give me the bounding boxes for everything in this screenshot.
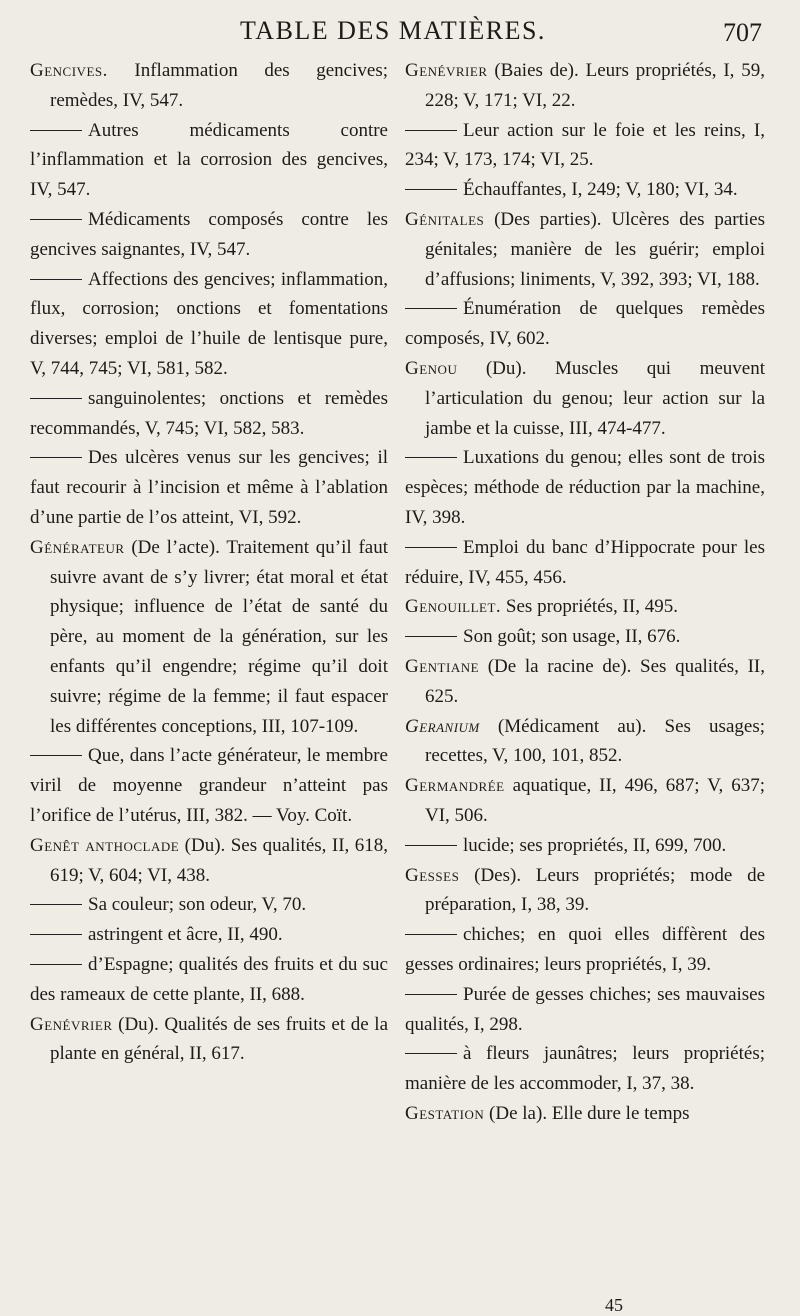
entry-headword: Germandrée [405,775,505,797]
entry-text: (Des). Leurs propriétés; mode de préparation, I, 38, 39. [425,864,765,916]
index-subentry [30,265,388,384]
index-subentry [405,1039,765,1099]
subentry-text: Purée de gesses chiches; ses mauvaises qualités, I, 298. [405,983,765,1035]
entry-headword: Gesses [405,864,460,886]
entry-headword: Geranium [405,715,480,737]
repeat-dash [30,457,82,458]
running-title: TABLE DES MATIÈRES. [240,16,546,45]
subentry-text: Autres médicaments contre l’inflammation et la corrosion des gencives, IV, 547. [30,119,388,201]
index-entry [405,592,765,622]
printer-signature: 45 [605,1295,623,1315]
index-subentry [405,980,765,1040]
entry-headword: Genou [405,357,458,379]
entry-text: (Du). Muscles qui meuvent l’articulation du genou; leur action sur la jambe et la cuisse, III, 474-477. [425,357,765,439]
repeat-dash [405,994,457,995]
entry-headword: Genouillet. [405,596,502,618]
index-entry [405,56,765,116]
entry-text: (Médicament au). Ses usages; recettes, V, 100, 101, 852. [425,715,765,767]
subentry-text: Que, dans l’acte générateur, le membre viril de moyenne grandeur n’atteint pas l’orifice de l’utérus, III, 382. — Voy. Coït. [30,745,388,826]
repeat-dash [30,755,82,756]
entry-headword: Genévrier [30,1013,113,1035]
repeat-dash [405,189,457,190]
index-entry [405,652,765,712]
index-entry [30,56,388,116]
entry-headword: Gencives. [30,60,108,81]
subentry-text: Affections des gencives; inflammation, flux, corrosion; onctions et fomentations diverses; emploi de l’huile de lentisque pure, V, 744, 745; VI, 581, 582. [30,268,388,379]
index-entry [30,533,388,742]
index-subentry [405,116,765,176]
repeat-dash [30,964,82,965]
left-column [30,56,388,1069]
index-entry [405,1099,765,1129]
page-header [0,14,800,54]
index-subentry [30,920,388,950]
entry-headword: Gentiane [405,655,480,677]
repeat-dash [405,547,457,548]
repeat-dash [405,934,457,935]
entry-headword: Genêt anthoclade [30,834,180,856]
subentry-text: Énumération de quelques remèdes composés, IV, 602. [405,298,765,350]
index-subentry [30,890,388,920]
index-subentry [30,443,388,532]
index-subentry [30,384,388,444]
subentry-text: d’Espagne; qualités des fruits et du suc des rameaux de cette plante, II, 688. [30,953,388,1005]
entry-text: (De la racine de). Ses qualités, II, 625. [425,655,765,707]
subentry-text: Son goût; son usage, II, 676. [463,626,681,648]
index-entry [30,831,388,891]
index-subentry [405,533,765,593]
subentry-text: Luxations du genou; elles sont de trois espèces; méthode de réduction par la machine, IV, 398. [405,447,765,528]
repeat-dash [405,845,457,846]
entry-text: (Du). Qualités de ses fruits et de la plante en général, II, 617. [50,1013,388,1065]
repeat-dash [30,130,82,131]
repeat-dash [30,934,82,935]
entry-text: (De la). Elle dure le temps [484,1102,690,1124]
entry-headword: Genévrier [405,60,488,81]
subentry-text: Échauffantes, I, 249; V, 180; VI, 34. [463,179,738,201]
index-subentry [405,175,765,205]
subentry-text: Emploi du banc d’Hippocrate pour les réduire, IV, 455, 456. [405,536,765,588]
index-subentry [30,205,388,265]
entry-text: (Du). Ses qualités, II, 618, 619; V, 604; VI, 438. [50,834,388,886]
entry-headword: Gestation [405,1102,485,1124]
index-entry [405,771,765,831]
index-subentry [30,116,388,205]
entry-headword: Génitales [405,208,485,230]
index-entry [405,205,765,294]
index-subentry [405,294,765,354]
repeat-dash [30,398,82,399]
entry-text: aquatique, II, 496, 687; V, 637; VI, 506. [425,775,765,826]
index-subentry [30,950,388,1010]
entry-text: (Des parties). Ulcères des parties génitales; manière de les guérir; emploi d’affusions; liniments, V, 392, 393; VI, 188. [425,208,765,290]
entry-text: (Baies de). Leurs propriétés, I, 59, 228; V, 171; VI, 22. [425,60,765,111]
subentry-text: Des ulcères venus sur les gencives; il faut recourir à l’incision et même à l’ablation d’une partie de l’os atteint, VI, 592. [30,447,388,528]
right-column [405,56,765,1129]
subentry-text: Leur action sur le foie et les reins, I, 234; V, 173, 174; VI, 25. [405,119,765,171]
index-entry [405,354,765,443]
subentry-text: Sa couleur; son odeur, V, 70. [88,894,307,916]
entry-text: Ses propriétés, II, 495. [501,596,678,618]
entry-text: Inflammation des gencives; remèdes, IV, 547. [50,60,388,111]
index-entry [30,1010,388,1070]
index-subentry [405,831,765,861]
index-subentry [405,443,765,532]
subentry-text: chiches; en quoi elles diffèrent des gesses ordinaires; leurs propriétés, I, 39. [405,924,765,975]
repeat-dash [405,636,457,637]
index-entry [405,861,765,921]
repeat-dash [405,1053,457,1054]
entry-headword: Générateur [30,536,125,558]
repeat-dash [405,130,457,131]
page-number: 707 [723,18,762,47]
index-subentry [30,741,388,830]
repeat-dash [30,219,82,220]
subentry-text: à fleurs jaunâtres; leurs propriétés; manière de les accommoder, I, 37, 38. [405,1043,765,1095]
index-subentry [405,920,765,980]
index-entry [405,712,765,772]
subentry-text: sanguinolentes; onctions et remèdes recommandés, V, 745; VI, 582, 583. [30,387,388,439]
subentry-text: Médicaments composés contre les gencives saignantes, IV, 547. [30,208,388,260]
entry-text: (De l’acte). Traitement qu’il faut suivre avant de s’y livrer; état moral et état physique; influence de l’état de santé du père, au moment de la génération, sur les enfants qu’il engendre; régime qu’il doit suivre; régime de la femme; il faut espacer les différentes conceptions, III, 107-109. [50,536,388,737]
repeat-dash [405,308,457,309]
index-subentry [405,622,765,652]
repeat-dash [405,457,457,458]
repeat-dash [30,279,82,280]
repeat-dash [30,904,82,905]
subentry-text: lucide; ses propriétés, II, 699, 700. [463,834,727,856]
subentry-text: astringent et âcre, II, 490. [88,924,283,946]
